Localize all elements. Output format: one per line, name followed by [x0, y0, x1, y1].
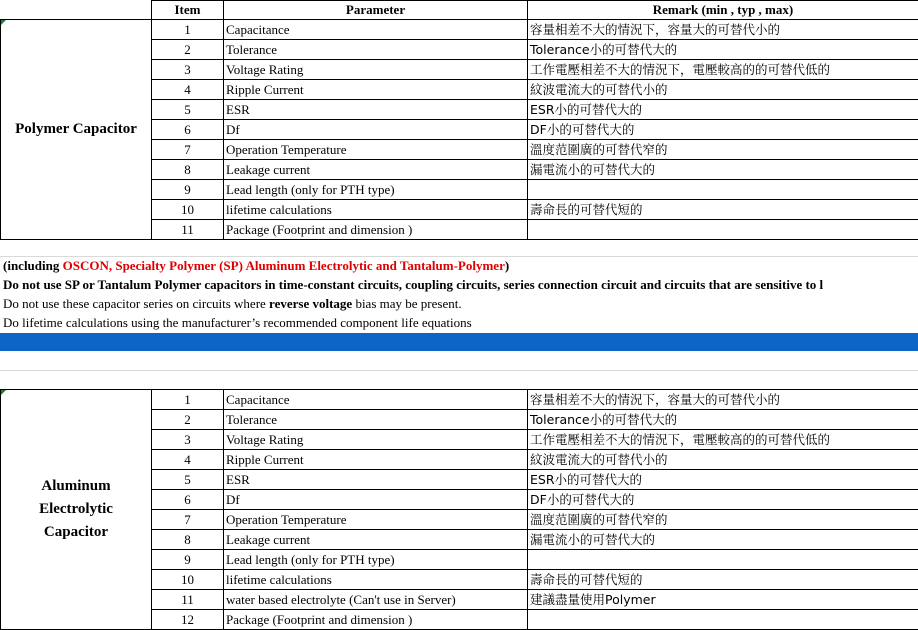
aluminum-table — [0, 389, 918, 630]
remark-text: 工作電壓相差不大的情況下，電壓較高的的可替代低的 — [528, 60, 918, 80]
remark-text: DF小的可替代大的 — [528, 120, 918, 140]
item-number: 6 — [152, 120, 224, 140]
remark-text — [528, 220, 918, 240]
item-number: 3 — [152, 430, 224, 450]
note-text: (including — [3, 258, 63, 273]
note-highlight: OSCON, Specialty Polymer (SP) Aluminum Electrolytic and Tantalum-Polymer — [63, 258, 505, 273]
item-number: 1 — [152, 20, 224, 40]
parameter-name: Tolerance — [224, 40, 528, 60]
remark-text: Tolerance小的可替代大的 — [528, 40, 918, 60]
remark-text: 溫度范圍廣的可替代窄的 — [528, 510, 918, 530]
remark-text: 壽命長的可替代短的 — [528, 200, 918, 220]
item-number: 7 — [152, 510, 224, 530]
note-text: ) — [505, 258, 509, 273]
remark-text: 工作電壓相差不大的情況下，電壓較高的的可替代低的 — [528, 430, 918, 450]
note-text: Do not use these capacitor series on circuits where — [3, 296, 269, 311]
remark-text: 紋波電流大的可替代小的 — [528, 450, 918, 470]
item-number: 5 — [152, 100, 224, 120]
remark-text: 溫度范圍廣的可替代窄的 — [528, 140, 918, 160]
table-row — [1, 20, 918, 40]
header-row — [1, 1, 918, 20]
item-number: 11 — [152, 220, 224, 240]
remark-text: ESR小的可替代大的 — [528, 100, 918, 120]
parameter-name: Leakage current — [224, 530, 528, 550]
remark-text: 漏電流小的可替代大的 — [528, 530, 918, 550]
remark-text — [528, 550, 918, 570]
parameter-name: ESR — [224, 100, 528, 120]
item-number: 8 — [152, 530, 224, 550]
item-number: 10 — [152, 570, 224, 590]
polymer-rows — [1, 20, 918, 240]
note-including — [3, 258, 509, 274]
item-number: 4 — [152, 450, 224, 470]
item-number: 6 — [152, 490, 224, 510]
header-parameter: Parameter — [224, 1, 528, 20]
item-number: 12 — [152, 610, 224, 630]
note-bold: reverse voltage — [269, 296, 352, 311]
parameter-name: Voltage Rating — [224, 60, 528, 80]
remark-text: 壽命長的可替代短的 — [528, 570, 918, 590]
note-reverse-voltage — [3, 296, 462, 312]
blue-divider-bar — [0, 333, 918, 351]
item-number: 5 — [152, 470, 224, 490]
remark-text: DF小的可替代大的 — [528, 490, 918, 510]
parameter-name: Capacitance — [224, 20, 528, 40]
parameter-name: Package (Footprint and dimension ) — [224, 220, 528, 240]
parameter-name: Operation Temperature — [224, 140, 528, 160]
parameter-name: Capacitance — [224, 390, 528, 410]
table-row — [1, 390, 918, 410]
item-number: 4 — [152, 80, 224, 100]
parameter-name: water based electrolyte (Can't use in Server) — [224, 590, 528, 610]
polymer-table — [0, 0, 918, 240]
header-remark: Remark (min , typ , max) — [528, 1, 918, 20]
parameter-name: Df — [224, 490, 528, 510]
item-number: 9 — [152, 550, 224, 570]
note-text: bias may be present. — [352, 296, 461, 311]
parameter-name: Leakage current — [224, 160, 528, 180]
parameter-name: Tolerance — [224, 410, 528, 430]
remark-text — [528, 180, 918, 200]
cell-comment-marker — [1, 20, 6, 25]
remark-text: 漏電流小的可替代大的 — [528, 160, 918, 180]
item-number: 3 — [152, 60, 224, 80]
item-number: 9 — [152, 180, 224, 200]
remark-text: 紋波電流大的可替代小的 — [528, 80, 918, 100]
item-number: 10 — [152, 200, 224, 220]
item-number: 7 — [152, 140, 224, 160]
parameter-name: Operation Temperature — [224, 510, 528, 530]
parameter-name: Df — [224, 120, 528, 140]
note-do-not-use-sp: Do not use SP or Tantalum Polymer capacitors in time-constant circuits, coupling circuits, series connection circuit and circuits that are sensitive to l — [3, 277, 823, 293]
item-number: 2 — [152, 40, 224, 60]
item-number: 1 — [152, 390, 224, 410]
remark-text: 容量相差不大的情況下，容量大的可替代小的 — [528, 390, 918, 410]
group-label: Aluminum Electrolytic Capacitor — [1, 390, 152, 630]
parameter-name: lifetime calculations — [224, 570, 528, 590]
remark-text: Tolerance小的可替代大的 — [528, 410, 918, 430]
grid-line — [0, 370, 918, 371]
parameter-name: lifetime calculations — [224, 200, 528, 220]
remark-text: 建議盡量使用Polymer — [528, 590, 918, 610]
item-number: 2 — [152, 410, 224, 430]
item-number: 8 — [152, 160, 224, 180]
header-item: Item — [152, 1, 224, 20]
parameter-name: Voltage Rating — [224, 430, 528, 450]
parameter-name: Lead length (only for PTH type) — [224, 180, 528, 200]
remark-text — [528, 610, 918, 630]
parameter-name: Ripple Current — [224, 80, 528, 100]
parameter-name: Ripple Current — [224, 450, 528, 470]
parameter-name: ESR — [224, 470, 528, 490]
remark-text: 容量相差不大的情況下，容量大的可替代小的 — [528, 20, 918, 40]
aluminum-rows — [1, 390, 918, 630]
remark-text: ESR小的可替代大的 — [528, 470, 918, 490]
item-number: 11 — [152, 590, 224, 610]
parameter-name: Lead length (only for PTH type) — [224, 550, 528, 570]
cell-comment-marker — [1, 390, 6, 395]
parameter-name: Package (Footprint and dimension ) — [224, 610, 528, 630]
grid-line — [0, 256, 918, 257]
note-lifetime: Do lifetime calculations using the manufacturer’s recommended component life equations — [3, 315, 472, 331]
group-label: Polymer Capacitor — [1, 20, 152, 240]
